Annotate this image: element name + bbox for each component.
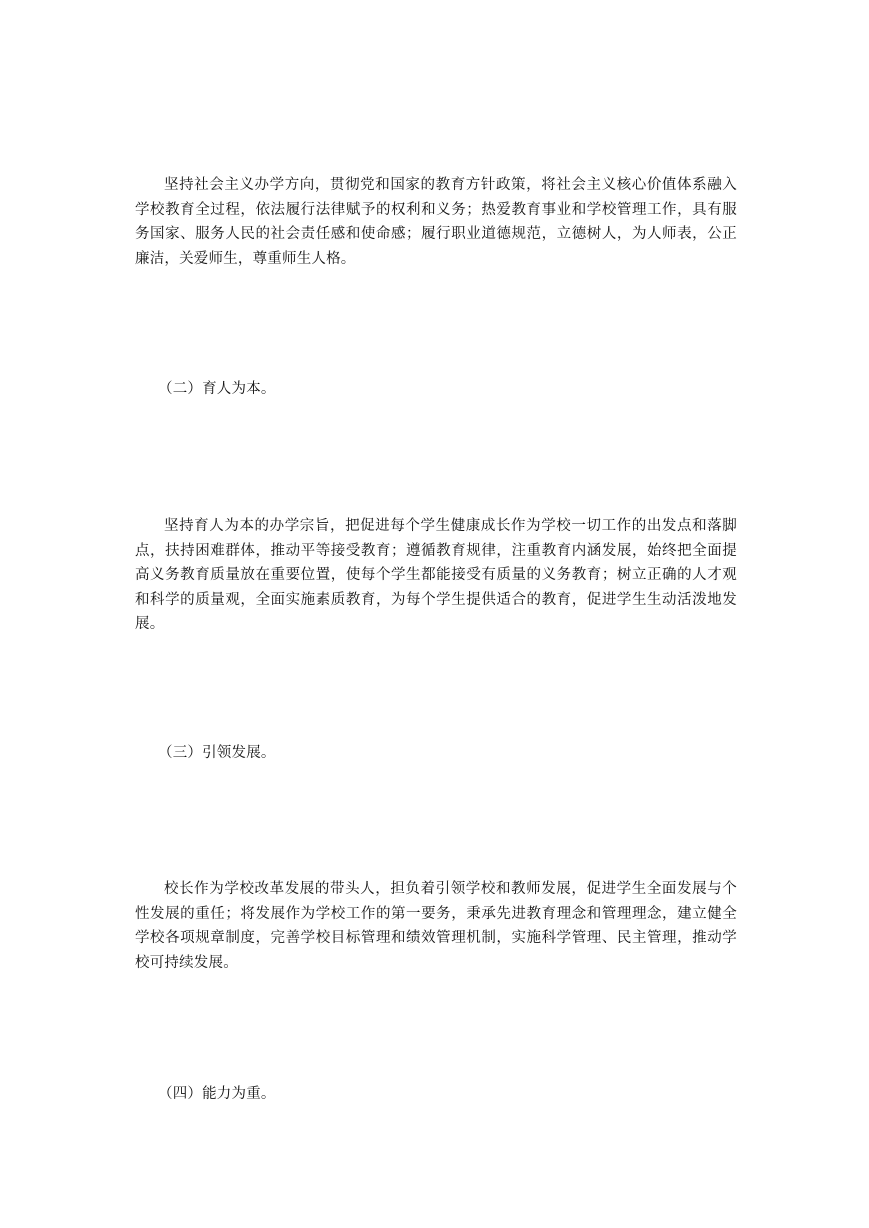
paragraph-2: 坚持育人为本的办学宗旨，把促进每个学生健康成长作为学校一切工作的出发点和落脚点，扶持困难群体，推动平等接受教育；遵循教育规律，注重教育内涵发展，始终把全面提高义务教育质量放在重要位置，使每个学生都能接受有质量的义务教育；树立正确的人才观和科学的质量观，全面实施素质教育，为每个学生提供适合的教育，促进学生生动活泼地发展。 [135, 518, 737, 632]
section-heading-2: （二）育人为本。 [158, 381, 276, 397]
paragraph-1: 坚持社会主义办学方向，贯彻党和国家的教育方针政策，将社会主义核心价值体系融入学校教育全过程，依法履行法律赋予的权利和义务；热爱教育事业和学校管理工作，具有服务国家、服务人民的社会责任感和使命感；履行职业道德规范，立德树人，为人师表，公正廉洁，关爱师生，尊重师生人格。 [135, 177, 737, 267]
section-heading-4: （四）能力为重。 [158, 1086, 276, 1102]
paragraph-3: 校长作为学校改革发展的带头人，担负着引领学校和教师发展，促进学生全面发展与个性发展的重任；将发展作为学校工作的第一要务，秉承先进教育理念和管理理念，建立健全学校各项规章制度，完善学校目标管理和绩效管理机制，实施科学管理、民主管理，推动学校可持续发展。 [135, 881, 737, 971]
section-heading-3: （三）引领发展。 [158, 745, 276, 761]
